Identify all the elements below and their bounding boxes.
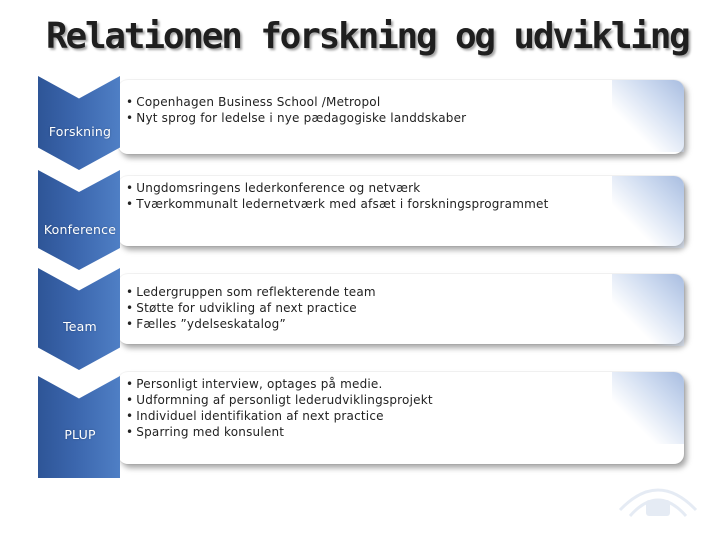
- bullet-item: • Individuel identifikation af next practice: [126, 408, 433, 424]
- page-title: Relationen forskning og udvikling: [46, 16, 689, 57]
- bullet-item: • Støtte for udvikling af next practice: [126, 300, 376, 316]
- bullet-item: • Copenhagen Business School /Metropol: [126, 94, 466, 110]
- row-panel-forskning: [118, 80, 684, 154]
- row-bullet-list: [126, 376, 433, 440]
- chevron-forskning: [38, 76, 120, 170]
- bullet-item: • Sparring med konsulent: [126, 424, 433, 440]
- watermark-logo: [610, 460, 706, 526]
- row-panel-team: [118, 274, 684, 344]
- row-bullet-list: [126, 284, 376, 332]
- row-panel-konference: [118, 176, 684, 246]
- bullet-item: • Ungdomsringens lederkonference og netværk: [126, 180, 549, 196]
- bullet-item: • Ledergruppen som reflekterende team: [126, 284, 376, 300]
- chevron-label-plup: PLUP: [64, 427, 96, 442]
- row-bullet-list: [126, 94, 466, 126]
- bullet-item: • Fælles ”ydelseskatalog”: [126, 316, 376, 332]
- bullet-item: • Personligt interview, optages på medie.: [126, 376, 433, 392]
- bullet-item: • Udformning af personligt lederudviklingsprojekt: [126, 392, 433, 408]
- chevron-konference: [38, 170, 120, 270]
- bullet-item: • Tværkommunalt ledernetværk med afsæt i forskningsprogrammet: [126, 196, 549, 212]
- chevron-label-konference: Konference: [43, 222, 117, 237]
- chevron-label-forskning: Forskning: [48, 124, 112, 139]
- chevron-label-team: Team: [63, 319, 97, 334]
- row-panel-plup: [118, 372, 684, 464]
- row-bullet-list: [126, 180, 549, 212]
- bullet-item: • Nyt sprog for ledelse i nye pædagogiske landdskaber: [126, 110, 466, 126]
